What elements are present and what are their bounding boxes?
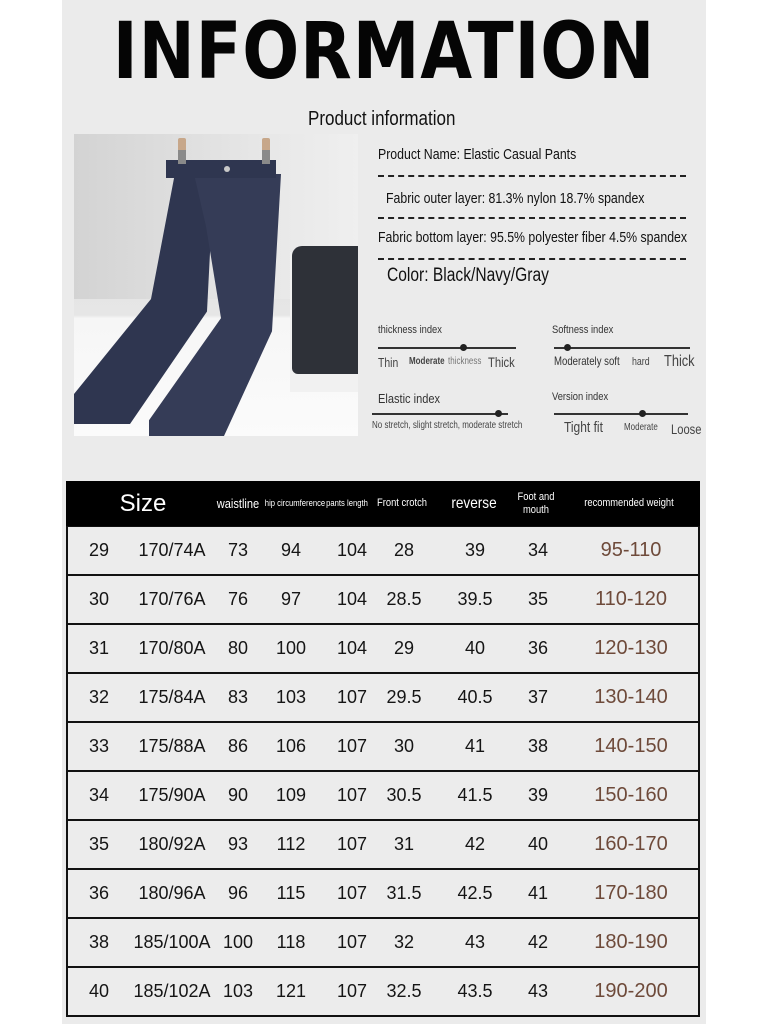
cell-foot-mouth: 35 [527, 589, 549, 609]
cell-waistline: 93 [227, 834, 249, 854]
thickness-slider-track [378, 347, 516, 349]
cell-length: 107 [336, 834, 368, 854]
cell-waistline: 80 [227, 638, 249, 658]
header-hip: hip circumference [264, 498, 326, 508]
tick-label: No stretch, slight stretch, moderate stretch [372, 420, 523, 431]
cell-length: 107 [336, 785, 368, 805]
cell-length: 107 [336, 883, 368, 903]
pants-button [224, 166, 230, 172]
header-waistline: waistline [216, 496, 260, 511]
cell-weight: 130-140 [594, 686, 668, 708]
cell-hip: 100 [275, 638, 307, 658]
cell-foot-mouth: 42 [527, 932, 549, 952]
cell-height-waist: 175/84A [138, 687, 206, 707]
cell-reverse: 39.5 [457, 589, 493, 609]
thickness-index-label: thickness index [378, 324, 442, 336]
cell-length: 107 [336, 687, 368, 707]
tick-label: Moderate [624, 422, 658, 433]
table-row [66, 673, 700, 723]
header-recommended-weight: recommended weight [584, 497, 674, 509]
cell-hip: 112 [276, 834, 306, 854]
cell-front-crotch: 32.5 [386, 981, 422, 1001]
cell-waistline: 86 [227, 736, 249, 756]
cell-height-waist: 180/96A [138, 883, 206, 903]
cell-reverse: 41 [464, 736, 486, 756]
cell-weight: 190-200 [594, 980, 668, 1002]
cell-length: 104 [336, 540, 368, 560]
cell-weight: 170-180 [594, 882, 668, 904]
page-title: INFORMATION [112, 7, 656, 97]
cell-length: 107 [336, 932, 368, 952]
cell-size: 29 [88, 540, 110, 560]
elastic-index-label: Elastic index [378, 391, 441, 406]
color-options: Color: Black/Navy/Gray [387, 265, 549, 286]
softness-slider-knob [564, 344, 571, 351]
table-row [66, 869, 700, 919]
tick-label: Thick [488, 354, 515, 370]
cell-waistline: 103 [222, 981, 254, 1001]
cell-weight: 95-110 [600, 539, 662, 561]
product-name: Product Name: Elastic Casual Pants [378, 146, 577, 163]
cell-size: 36 [88, 883, 110, 903]
cell-foot-mouth: 40 [527, 834, 549, 854]
fabric-outer-layer: Fabric outer layer: 81.3% nylon 18.7% spandex [386, 190, 645, 207]
cell-reverse: 43 [464, 932, 486, 952]
cell-waistline: 90 [227, 785, 249, 805]
version-slider-track [554, 413, 688, 415]
cell-height-waist: 180/92A [138, 834, 206, 854]
tick-label: Thin [378, 355, 399, 370]
cell-hip: 121 [275, 981, 307, 1001]
tick-label: Thick [664, 353, 695, 370]
softness-index-label: Softness index [552, 324, 614, 336]
cell-hip: 106 [275, 736, 307, 756]
cell-length: 104 [336, 589, 368, 609]
cell-reverse: 40 [464, 638, 486, 658]
elastic-slider-track [372, 413, 508, 415]
cell-reverse: 40.5 [457, 687, 493, 707]
cell-length: 107 [336, 981, 368, 1001]
cell-height-waist: 170/76A [138, 589, 206, 609]
hanger-clip-metal [178, 150, 186, 164]
cell-waistline: 100 [222, 932, 254, 952]
cell-front-crotch: 30.5 [386, 785, 422, 805]
cell-weight: 180-190 [594, 931, 668, 953]
thickness-slider-knob [460, 344, 467, 351]
table-row [66, 526, 700, 576]
cell-front-crotch: 29.5 [386, 687, 422, 707]
cell-hip: 97 [280, 589, 302, 609]
header-reverse: reverse [451, 495, 497, 512]
cell-weight: 160-170 [594, 833, 668, 855]
cell-waistline: 96 [227, 883, 249, 903]
section-title: Product information [308, 108, 456, 130]
cell-size: 32 [88, 687, 110, 707]
tick-label: thickness [448, 356, 482, 367]
table-row [66, 575, 700, 625]
cell-foot-mouth: 37 [527, 687, 549, 707]
cell-weight: 110-120 [595, 588, 667, 610]
table-row [66, 967, 700, 1017]
info-panel [62, 0, 706, 1024]
cell-reverse: 42 [464, 834, 486, 854]
cell-height-waist: 175/88A [138, 736, 206, 756]
cell-front-crotch: 28.5 [386, 589, 422, 609]
header-length: pants length [326, 498, 368, 508]
tick-label: Loose [671, 421, 702, 437]
cell-weight: 150-160 [594, 784, 668, 806]
cell-front-crotch: 32 [393, 932, 415, 952]
cell-reverse: 41.5 [457, 785, 493, 805]
cell-hip: 109 [275, 785, 307, 805]
cell-hip: 118 [276, 932, 306, 952]
table-header [66, 481, 700, 526]
tick-label: Moderately soft [554, 354, 620, 368]
cell-size: 34 [88, 785, 110, 805]
product-photo [74, 134, 358, 436]
cell-length: 104 [336, 638, 368, 658]
folded-pants [292, 246, 358, 374]
cell-front-crotch: 29 [393, 638, 415, 658]
cell-size: 33 [88, 736, 110, 756]
cell-height-waist: 170/74A [138, 540, 206, 560]
header-foot-mouth: Foot and mouth [517, 490, 555, 516]
cell-foot-mouth: 43 [527, 981, 549, 1001]
cell-front-crotch: 28 [393, 540, 415, 560]
cell-height-waist: 185/100A [133, 932, 211, 952]
version-slider-knob [639, 410, 646, 417]
cell-size: 35 [88, 834, 110, 854]
table-row [66, 624, 700, 674]
cell-foot-mouth: 38 [527, 736, 549, 756]
table-row [66, 722, 700, 772]
cell-front-crotch: 31 [393, 834, 415, 854]
cell-waistline: 73 [227, 540, 249, 560]
divider [378, 175, 686, 177]
cell-hip: 115 [276, 883, 306, 903]
cell-size: 40 [88, 981, 110, 1001]
cell-length: 107 [336, 736, 368, 756]
cell-reverse: 39 [464, 540, 486, 560]
elastic-slider-knob [495, 410, 502, 417]
cell-reverse: 43.5 [457, 981, 493, 1001]
cell-weight: 120-130 [594, 637, 668, 659]
table-row [66, 918, 700, 968]
cell-front-crotch: 30 [393, 736, 415, 756]
table-row [66, 820, 700, 870]
header-size: Size [119, 490, 167, 517]
divider [378, 258, 686, 260]
header-front-crotch: Front crotch [377, 497, 427, 509]
cell-foot-mouth: 34 [527, 540, 549, 560]
cell-reverse: 42.5 [457, 883, 493, 903]
cell-foot-mouth: 39 [527, 785, 549, 805]
softness-slider-track [554, 347, 690, 349]
fabric-bottom-layer: Fabric bottom layer: 95.5% polyester fiber 4.5% spandex [378, 229, 688, 246]
cell-size: 38 [88, 932, 110, 952]
cell-size: 30 [88, 589, 110, 609]
cell-weight: 140-150 [594, 735, 668, 757]
tick-label: hard [632, 356, 650, 368]
cell-waistline: 83 [227, 687, 249, 707]
cell-size: 31 [88, 638, 110, 658]
hanger-clip-metal [262, 150, 270, 164]
table-row [66, 771, 700, 821]
cell-hip: 103 [275, 687, 307, 707]
cell-front-crotch: 31.5 [386, 883, 422, 903]
tick-label: Tight fit [564, 419, 603, 436]
cell-height-waist: 175/90A [138, 785, 206, 805]
version-index-label: Version index [552, 391, 609, 403]
cell-foot-mouth: 36 [527, 638, 549, 658]
cell-height-waist: 170/80A [138, 638, 206, 658]
tick-label: Moderate [409, 356, 445, 367]
divider [378, 217, 686, 219]
cell-foot-mouth: 41 [527, 883, 549, 903]
cell-waistline: 76 [227, 589, 249, 609]
cell-height-waist: 185/102A [133, 981, 211, 1001]
cell-hip: 94 [280, 540, 302, 560]
